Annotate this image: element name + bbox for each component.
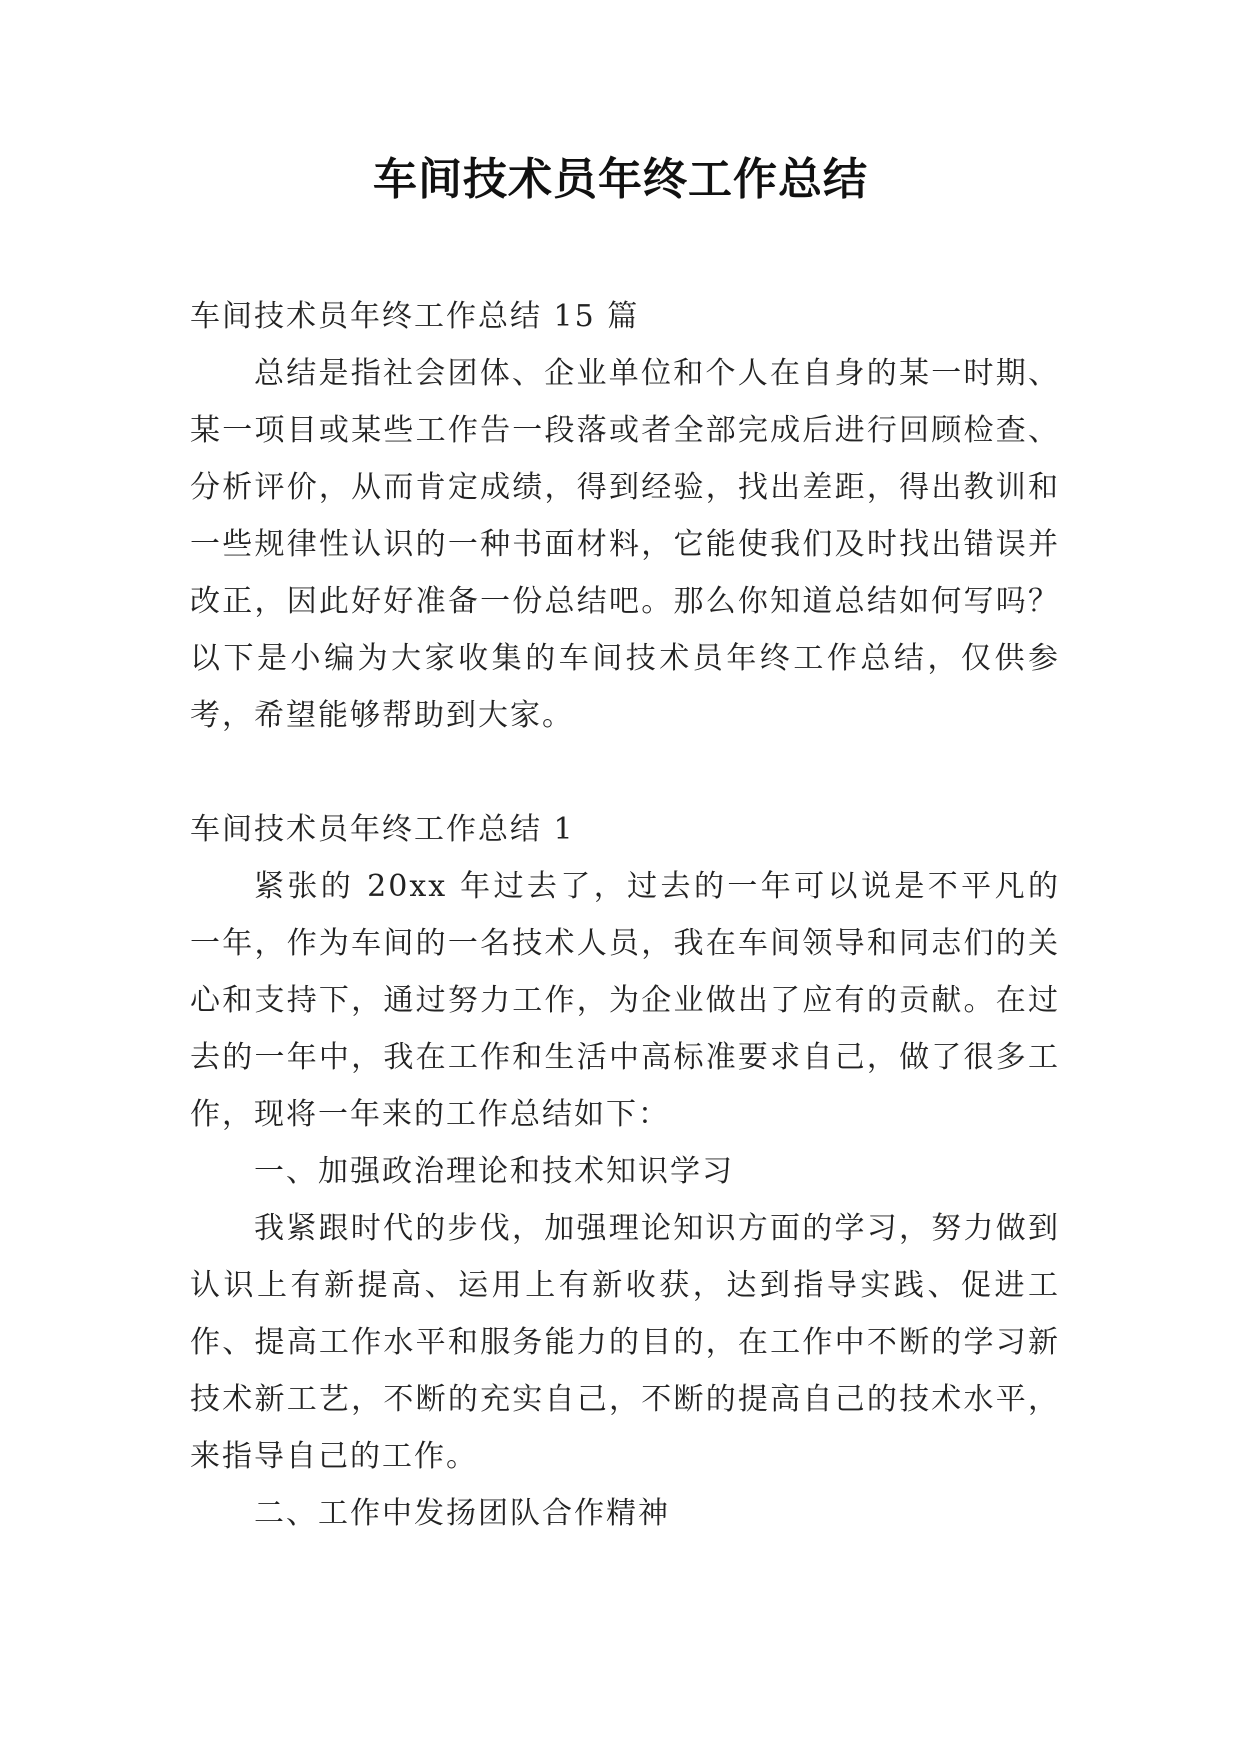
- summary-paragraph-opening: 紧张的 20xx 年过去了，过去的一年可以说是不平凡的一年，作为车间的一名技术人员，我在车间领导和同志们的关心和支持下，通过努力工作，为企业做出了应有的贡献。在过去的一年中，我在工作和生活中高标准要求自己，做了很多工作，现将一年来的工作总结如下：: [190, 869, 1060, 1132]
- study-paragraph: 我紧跟时代的步伐，加强理论知识方面的学习，努力做到认识上有新提高、运用上有新收获，达到指导实践、促进工作、提高工作水平和服务能力的目的，在工作中不断的学习新技术新工艺，不断的充实自己，不断的提高自己的技术水平，来指导自己的工作。: [190, 1211, 1060, 1474]
- subsection-heading-teamwork: 二、工作中发扬团队合作精神: [254, 1496, 670, 1531]
- document-title: 车间技术员年终工作总结: [373, 154, 868, 205]
- intro-paragraph: 总结是指社会团体、企业单位和个人在自身的某一时期、某一项目或某些工作告一段落或者全部完成后进行回顾检查、分析评价，从而肯定成绩，得到经验，找出差距，得出教训和一些规律性认识的一种书面材料，它能使我们及时找出错误并改正，因此好好准备一份总结吧。那么你知道总结如何写吗？以下是小编为大家收集的车间技术员年终工作总结，仅供参考，希望能够帮助到大家。: [190, 356, 1060, 733]
- section-heading-intro: 车间技术员年终工作总结 15 篇: [190, 299, 640, 334]
- subsection-heading-study: 一、加强政治理论和技术知识学习: [254, 1154, 734, 1189]
- section-heading-1: 车间技术员年终工作总结 1: [190, 812, 575, 847]
- document-body: [190, 288, 1060, 1542]
